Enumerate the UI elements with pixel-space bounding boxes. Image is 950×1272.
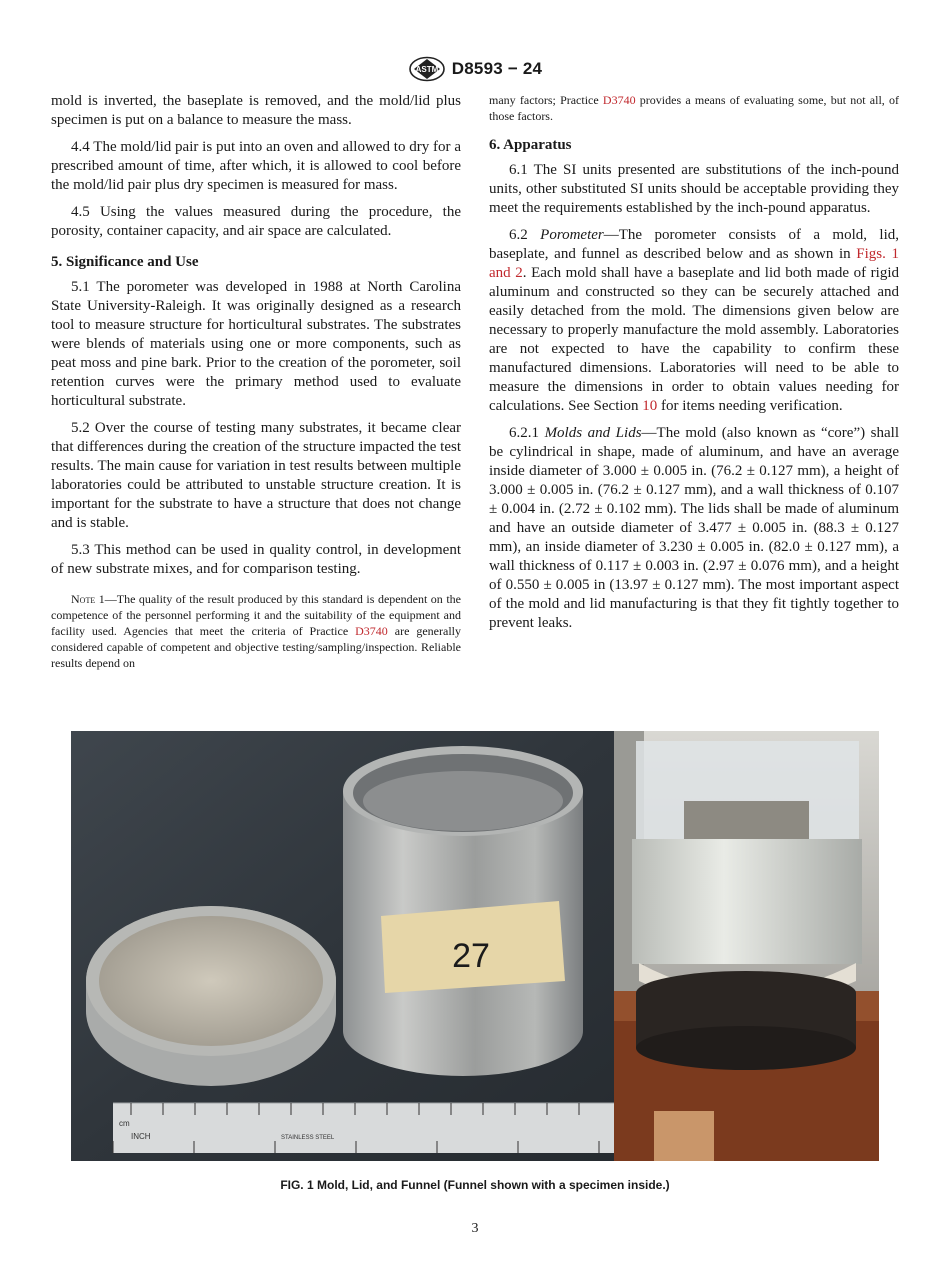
paragraph-6-2-1 [489,424,899,633]
p62-text-a: —The porometer consists of a mold, lid, baseplate, and funnel as described below and as shown in [489,227,899,262]
astm-logo-icon [408,56,446,82]
figure-1 [71,731,879,1161]
svg-text:ASTM: ASTM [415,65,439,74]
note-text-b: are generally considered capable of competent and objective testing/sampling/inspection. Reliable results depend on [51,624,461,670]
funnel-photo [614,731,879,1161]
link-section-10[interactable]: 10 [642,398,658,414]
note-text-a: 1—The quality of the result produced by this standard is dependent on the competence of the personnel performing it and the suitability of the equipment and facility used. Agencies that meet the criteria of Practice [51,592,461,638]
p621-text: —The mold (also known as “core”) shall be cylindrical in shape, made of aluminum, and have an average inside diameter of 3.000 ± 0.005 in. (76.2 ± 0.127 mm), a height of 3.000 ± 0.005 in. (76.2 ± 0.127 mm), and a wall thickness of 0.107 ± 0.004 in. (2.72 ± 0.102 mm). The lids shall be made of aluminum and have an outside diameter of 3.477 ± 0.005 in. (88.3 ± 0.127 mm), an inside diameter of 3.230 ± 0.005 in. (82.0 ± 0.127 mm), a wall thickness of 0.117 ± 0.003 in. (2.97 ± 0.076 mm), and a height of 0.550 ± 0.005 in (13.97 ± 0.127 mm). The most important aspect of the mold and lid manufacturing is that they fit tightly together to prevent leaks. [489,425,899,631]
paragraph-4-4: 4.4 The mold/lid pair is put into an oven and allowed to dry for a prescribed amount of time, after which, it is allowed to cool before the mold/lid pair plus dry specimen is measured for mass. [51,139,461,193]
paragraph-4-3-cont: mold is inverted, the baseplate is removed, and the mold/lid plus specimen is put on a balance to measure the mass. [51,93,461,128]
p621-number: 6.2.1 [509,425,545,441]
standard-designation: D8593 − 24 [451,59,543,78]
link-d3740[interactable]: D3740 [355,624,388,638]
mold-lid-photo [71,731,614,1161]
paragraph-5-1: 5.1 The porometer was developed in 1988 at North Carolina State University-Raleigh. It was originally designed as a research tool to measure structure for horticultural substrates. The substrates were blends of materials using one or more components, such as peat moss and pine bark. Prior to the creation of the porometer, soil retention curves were the primary method used to evaluate horticultural substrate. [51,279,461,409]
left-column [51,92,461,679]
paragraph-4-5: 4.5 Using the values measured during the procedure, the porosity, container capacity, and air space are calculated. [51,204,461,239]
ruler-cm-label: cm [119,1119,130,1128]
note-cont-text-b: provides a means of evaluating some, but not all, of those factors. [489,93,899,123]
link-d3740-2[interactable]: D3740 [602,93,636,107]
note-1-cont [489,92,899,124]
paragraph-5-3: 5.3 This method can be used in quality control, in development of new substrate mixes, and for comparison testing. [51,542,461,577]
ruler-inch-label: INCH [131,1132,151,1141]
figure-caption: FIG. 1 Mold, Lid, and Funnel (Funnel shown with a specimen inside.) [280,1178,670,1192]
paragraph-6-1: 6.1 The SI units presented are substitutions of the inch-pound units, other substituted SI units should be acceptable providing they meet the requirements established by the inch-pound apparatus. [489,162,899,216]
ruler-steel-label: STAINLESS STEEL [281,1135,335,1141]
p62-text-b: . Each mold shall have a baseplate and lid both made of rigid aluminum and constructed so they can be securely attached and easily detached from the mold. The dimensions given below are necessary to properly manufacture the mold assembly. Laboratories are not expected to have the capability to confirm these manufactured dimensions. Laboratories will need to be able to measure the dimensions in order to obtain values needing for calculations. See Section [489,265,899,414]
note-1 [51,591,461,671]
section-6-heading: 6. Apparatus [489,137,572,153]
page-number: 3 [471,1221,479,1236]
note-cont-text-a: many factors; Practice [489,93,603,107]
paragraph-5-2: 5.2 Over the course of testing many substrates, it became clear that differences during the creation of the structure impacted the test results. The main cause for variation in test results between multiple laboratories could be attributed to unstable structure creation. It is important for the substrate to have a structure that does not change and is stable. [51,420,461,531]
link-figs-1-2[interactable]: Figs. 1 and 2 [489,246,899,281]
p62-text-c: for items needing verification. [657,398,843,414]
section-5-heading: 5. Significance and Use [51,254,199,270]
p621-term: Molds and Lids [544,425,642,441]
right-column [489,92,899,641]
p62-term: Porometer [540,227,604,243]
paragraph-6-2 [489,226,899,416]
page-header [0,56,950,82]
p62-number: 6.2 [509,227,541,243]
note-label: Note [71,592,96,606]
mold-number-label: 27 [452,937,490,975]
